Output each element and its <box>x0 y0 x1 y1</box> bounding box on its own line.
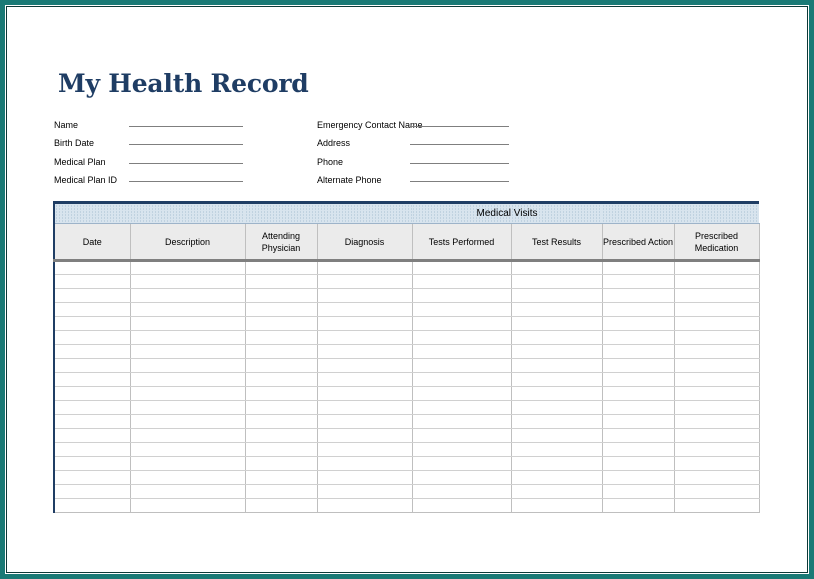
attending-physician-cell[interactable] <box>245 429 317 443</box>
table-row <box>54 345 759 359</box>
phone-label: Phone <box>317 157 344 167</box>
date-cell[interactable] <box>54 303 130 317</box>
tests-performed-cell[interactable] <box>412 345 511 359</box>
test-results-cell[interactable] <box>511 401 602 415</box>
test-results-cell[interactable] <box>511 261 602 275</box>
column-header-tests-performed: Tests Performed <box>412 224 511 261</box>
prescribed-medication-cell[interactable] <box>674 415 759 429</box>
attending-physician-cell[interactable] <box>245 331 317 345</box>
diagnosis-cell[interactable] <box>317 359 412 373</box>
emergency-contact-name-label: Emergency Contact Name <box>317 120 423 130</box>
prescribed-medication-cell[interactable] <box>674 289 759 303</box>
column-header-test-results: Test Results <box>511 224 602 261</box>
tests-performed-cell[interactable] <box>412 457 511 471</box>
banner-spacer <box>317 203 412 224</box>
prescribed-action-cell[interactable] <box>602 359 674 373</box>
diagnosis-cell[interactable] <box>317 457 412 471</box>
banner-spacer <box>245 203 317 224</box>
tests-performed-cell[interactable] <box>412 415 511 429</box>
description-cell[interactable] <box>130 499 245 513</box>
diagnosis-cell[interactable] <box>317 499 412 513</box>
column-header-attending-physician: Attending Physician <box>245 224 317 261</box>
diagnosis-cell[interactable] <box>317 443 412 457</box>
banner-spacer <box>674 203 759 224</box>
table-row <box>54 289 759 303</box>
attending-physician-cell[interactable] <box>245 471 317 485</box>
prescribed-action-cell[interactable] <box>602 303 674 317</box>
tests-performed-cell[interactable] <box>412 387 511 401</box>
test-results-cell[interactable] <box>511 485 602 499</box>
prescribed-action-cell[interactable] <box>602 345 674 359</box>
test-results-cell[interactable] <box>511 443 602 457</box>
prescribed-medication-cell[interactable] <box>674 429 759 443</box>
prescribed-action-cell[interactable] <box>602 443 674 457</box>
tests-performed-cell[interactable] <box>412 303 511 317</box>
description-cell[interactable] <box>130 331 245 345</box>
test-results-cell[interactable] <box>511 429 602 443</box>
description-cell[interactable] <box>130 401 245 415</box>
diagnosis-cell[interactable] <box>317 303 412 317</box>
date-cell[interactable] <box>54 345 130 359</box>
diagnosis-cell[interactable] <box>317 485 412 499</box>
test-results-cell[interactable] <box>511 471 602 485</box>
diagnosis-cell[interactable] <box>317 331 412 345</box>
diagnosis-cell[interactable] <box>317 289 412 303</box>
address-label: Address <box>317 138 351 148</box>
diagnosis-cell[interactable] <box>317 471 412 485</box>
date-cell[interactable] <box>54 443 130 457</box>
attending-physician-cell[interactable] <box>245 289 317 303</box>
description-cell[interactable] <box>130 275 245 289</box>
table-row <box>54 317 759 331</box>
prescribed-action-cell[interactable] <box>602 275 674 289</box>
table-row <box>54 415 759 429</box>
prescribed-medication-cell[interactable] <box>674 345 759 359</box>
prescribed-medication-cell[interactable] <box>674 443 759 457</box>
tests-performed-cell[interactable] <box>412 317 511 331</box>
prescribed-action-cell[interactable] <box>602 387 674 401</box>
table-row <box>54 373 759 387</box>
description-cell[interactable] <box>130 415 245 429</box>
page-title: My Health Record <box>58 69 309 98</box>
description-cell[interactable] <box>130 359 245 373</box>
diagnosis-cell[interactable] <box>317 401 412 415</box>
date-cell[interactable] <box>54 429 130 443</box>
tests-performed-cell[interactable] <box>412 471 511 485</box>
table-row <box>54 331 759 345</box>
table-row <box>54 443 759 457</box>
description-cell[interactable] <box>130 345 245 359</box>
attending-physician-cell[interactable] <box>245 401 317 415</box>
medical-visits-banner <box>54 203 759 224</box>
tests-performed-cell[interactable] <box>412 331 511 345</box>
table-row <box>54 457 759 471</box>
prescribed-action-cell[interactable] <box>602 401 674 415</box>
diagnosis-cell[interactable] <box>317 415 412 429</box>
description-cell[interactable] <box>130 303 245 317</box>
column-header-prescribed-action: Prescribed Action <box>602 224 674 261</box>
medical-visits-rows <box>54 261 759 513</box>
date-cell[interactable] <box>54 373 130 387</box>
description-cell[interactable] <box>130 387 245 401</box>
attending-physician-cell[interactable] <box>245 387 317 401</box>
prescribed-medication-cell[interactable] <box>674 485 759 499</box>
prescribed-medication-cell[interactable] <box>674 331 759 345</box>
medical-plan-label: Medical Plan <box>54 157 106 167</box>
banner-spacer <box>130 203 245 224</box>
table-header-row <box>54 224 759 261</box>
prescribed-medication-cell[interactable] <box>674 373 759 387</box>
attending-physician-cell[interactable] <box>245 373 317 387</box>
prescribed-medication-cell[interactable] <box>674 471 759 485</box>
column-header-description: Description <box>130 224 245 261</box>
date-cell[interactable] <box>54 387 130 401</box>
tests-performed-cell[interactable] <box>412 485 511 499</box>
tests-performed-cell[interactable] <box>412 261 511 275</box>
name-field[interactable] <box>129 126 243 127</box>
diagnosis-cell[interactable] <box>317 373 412 387</box>
prescribed-action-cell[interactable] <box>602 373 674 387</box>
alternate-phone-field[interactable] <box>410 181 509 182</box>
date-cell[interactable] <box>54 261 130 275</box>
attending-physician-cell[interactable] <box>245 499 317 513</box>
prescribed-medication-cell[interactable] <box>674 303 759 317</box>
prescribed-action-cell[interactable] <box>602 289 674 303</box>
attending-physician-cell[interactable] <box>245 275 317 289</box>
attending-physician-cell[interactable] <box>245 443 317 457</box>
medical-plan-field[interactable] <box>129 163 243 164</box>
table-row <box>54 401 759 415</box>
table-row <box>54 499 759 513</box>
table-row <box>54 359 759 373</box>
medical-visits-table <box>53 201 760 513</box>
medical-plan-id-field[interactable] <box>129 181 243 182</box>
date-cell[interactable] <box>54 485 130 499</box>
table-row <box>54 275 759 289</box>
test-results-cell[interactable] <box>511 387 602 401</box>
prescribed-action-cell[interactable] <box>602 499 674 513</box>
table-row <box>54 387 759 401</box>
test-results-cell[interactable] <box>511 331 602 345</box>
prescribed-medication-cell[interactable] <box>674 317 759 331</box>
attending-physician-cell[interactable] <box>245 261 317 275</box>
date-cell[interactable] <box>54 275 130 289</box>
emergency-contact-name-field[interactable] <box>410 126 509 127</box>
diagnosis-cell[interactable] <box>317 429 412 443</box>
prescribed-action-cell[interactable] <box>602 261 674 275</box>
description-cell[interactable] <box>130 317 245 331</box>
tests-performed-cell[interactable] <box>412 443 511 457</box>
tests-performed-cell[interactable] <box>412 373 511 387</box>
prescribed-medication-cell[interactable] <box>674 359 759 373</box>
prescribed-medication-cell[interactable] <box>674 457 759 471</box>
tests-performed-cell[interactable] <box>412 275 511 289</box>
description-cell[interactable] <box>130 471 245 485</box>
description-cell[interactable] <box>130 457 245 471</box>
date-cell[interactable] <box>54 415 130 429</box>
phone-field[interactable] <box>410 163 509 164</box>
prescribed-action-cell[interactable] <box>602 429 674 443</box>
diagnosis-cell[interactable] <box>317 275 412 289</box>
test-results-cell[interactable] <box>511 289 602 303</box>
tests-performed-cell[interactable] <box>412 401 511 415</box>
description-cell[interactable] <box>130 443 245 457</box>
attending-physician-cell[interactable] <box>245 317 317 331</box>
test-results-cell[interactable] <box>511 457 602 471</box>
medical-plan-id-label: Medical Plan ID <box>54 175 118 185</box>
date-cell[interactable] <box>54 457 130 471</box>
column-header-date: Date <box>54 224 130 261</box>
attending-physician-cell[interactable] <box>245 303 317 317</box>
prescribed-action-cell[interactable] <box>602 471 674 485</box>
diagnosis-cell[interactable] <box>317 387 412 401</box>
test-results-cell[interactable] <box>511 345 602 359</box>
prescribed-medication-cell[interactable] <box>674 275 759 289</box>
date-cell[interactable] <box>54 471 130 485</box>
attending-physician-cell[interactable] <box>245 457 317 471</box>
diagnosis-cell[interactable] <box>317 261 412 275</box>
banner-spacer <box>602 203 674 224</box>
description-cell[interactable] <box>130 429 245 443</box>
attending-physician-cell[interactable] <box>245 359 317 373</box>
test-results-cell[interactable] <box>511 373 602 387</box>
prescribed-medication-cell[interactable] <box>674 261 759 275</box>
date-cell[interactable] <box>54 289 130 303</box>
date-cell[interactable] <box>54 359 130 373</box>
attending-physician-cell[interactable] <box>245 485 317 499</box>
table-row <box>54 429 759 443</box>
description-cell[interactable] <box>130 261 245 275</box>
prescribed-action-cell[interactable] <box>602 317 674 331</box>
table-row <box>54 303 759 317</box>
date-cell[interactable] <box>54 499 130 513</box>
tests-performed-cell[interactable] <box>412 429 511 443</box>
test-results-cell[interactable] <box>511 275 602 289</box>
test-results-cell[interactable] <box>511 303 602 317</box>
name-label: Name <box>54 120 79 130</box>
test-results-cell[interactable] <box>511 317 602 331</box>
prescribed-medication-cell[interactable] <box>674 387 759 401</box>
medical-visits-title: Medical Visits <box>412 203 602 224</box>
table-row <box>54 261 759 275</box>
banner-spacer <box>54 203 130 224</box>
tests-performed-cell[interactable] <box>412 289 511 303</box>
alternate-phone-label: Alternate Phone <box>317 175 382 185</box>
address-field[interactable] <box>410 144 509 145</box>
date-cell[interactable] <box>54 317 130 331</box>
document-page <box>6 6 808 573</box>
attending-physician-cell[interactable] <box>245 345 317 359</box>
column-header-prescribed-medication: Prescribed Medication <box>674 224 759 261</box>
description-cell[interactable] <box>130 373 245 387</box>
attending-physician-cell[interactable] <box>245 415 317 429</box>
test-results-cell[interactable] <box>511 415 602 429</box>
diagnosis-cell[interactable] <box>317 317 412 331</box>
birth-date-field[interactable] <box>129 144 243 145</box>
prescribed-medication-cell[interactable] <box>674 499 759 513</box>
prescribed-action-cell[interactable] <box>602 485 674 499</box>
description-cell[interactable] <box>130 485 245 499</box>
tests-performed-cell[interactable] <box>412 499 511 513</box>
date-cell[interactable] <box>54 331 130 345</box>
tests-performed-cell[interactable] <box>412 359 511 373</box>
test-results-cell[interactable] <box>511 499 602 513</box>
prescribed-action-cell[interactable] <box>602 457 674 471</box>
birth-date-label: Birth Date <box>54 138 95 148</box>
diagnosis-cell[interactable] <box>317 345 412 359</box>
table-row <box>54 485 759 499</box>
table-row <box>54 471 759 485</box>
description-cell[interactable] <box>130 289 245 303</box>
prescribed-action-cell[interactable] <box>602 331 674 345</box>
column-header-diagnosis: Diagnosis <box>317 224 412 261</box>
prescribed-medication-cell[interactable] <box>674 401 759 415</box>
test-results-cell[interactable] <box>511 359 602 373</box>
date-cell[interactable] <box>54 401 130 415</box>
prescribed-action-cell[interactable] <box>602 415 674 429</box>
